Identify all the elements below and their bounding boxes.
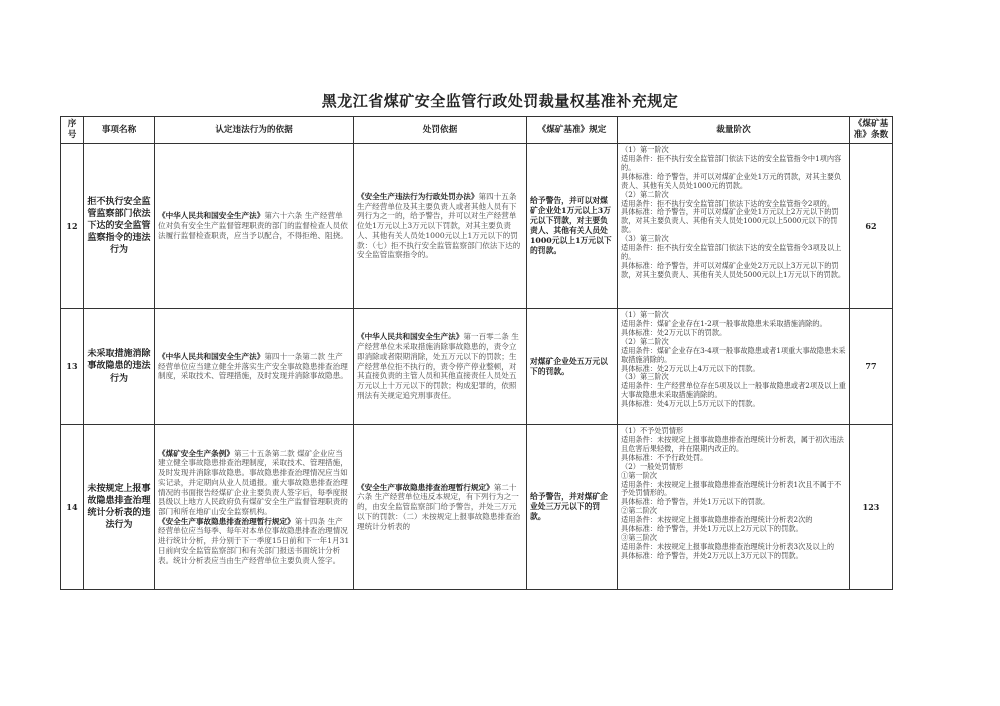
basis-text: 第四十一条第二款 生产经营单位应当建立健全并落实生产安全事故隐患排查治理制度，采取技术、管理措施，及时发现并消除事故隐患。 — [158, 351, 348, 381]
step-line: （2）一般处罚情形 — [621, 461, 684, 471]
penalty-text: 第二十六条 生产经营单位违反本规定，有下列行为之一的，由安全监管监察部门给予警告，并处三万元以下的罚款：（二）未按规定上报事故隐患排查治理统计分析表的 — [357, 482, 521, 531]
basis-law: 《中华人民共和国安全生产法》 — [158, 211, 265, 221]
step-line: 具体标准：处4万元以上5万元以下的罚款。 — [621, 399, 760, 409]
header-name: 事项名称 — [84, 117, 155, 144]
penalty-law: 《安全生产事故隐患排查治理暂行规定》 — [357, 482, 494, 492]
table-row — [61, 309, 893, 425]
row-standard: 给予警告，并可以对煤矿企业处1万元以上3万元以下罚款，对主要负责人、其他有关人员处1000元以上1万元以下的罚款。 — [527, 144, 618, 309]
step-line: 具体标准：给予警告，并可以对煤矿企业处2万元以上3万元以下的罚款，对其主要负责人、其他有关人员处5000元以上1万元以下的罚款。 — [621, 260, 846, 279]
step-line: 具体标准：给予警告，并可以对煤矿企业处1万元以上2万元以下的罚款，对其主要负责人、其他有关人员处1000元以上5000元以下的罚款。 — [621, 207, 839, 235]
step-line: 适用条件：未按规定上报事故隐患排查治理统计分析表，属于初次违法且危害后果轻微，并在限期内改正的。 — [621, 434, 844, 453]
penalty-text: 第一百零二条 生产经营单位未采取措施消除事故隐患的，责令立即消除或者限期消除，处五万元以下的罚款；生产经营单位拒不执行的，责令停产停业整顿，对其直接负责的主管人员和其他直接责任人员处五万元以上十万元以下的罚款；构成犯罪的，依照刑法有关规定追究刑事责任。 — [357, 332, 519, 400]
step-line: ①第一阶次 — [621, 470, 657, 480]
row-name: 未采取措施消除事故隐患的违法行为 — [84, 309, 155, 425]
step-line: 具体标准：给予警告，并处1万元以下的罚款。 — [621, 497, 770, 507]
row-basis — [155, 309, 354, 425]
step-line: 适用条件：未按规定上报事故隐患排查治理统计分析表2次的 — [621, 515, 813, 525]
step-line: 适用条件：拒不执行安全监管部门依法下达的安全监管指令中1项内容的。 — [621, 153, 842, 172]
header-basis: 认定违法行为的依据 — [155, 117, 354, 144]
step-line: ②第二阶次 — [621, 506, 657, 516]
step-line: 具体标准：处2万元以下的罚款。 — [621, 327, 727, 337]
header-count: 《煤矿基准》条数 — [850, 117, 893, 144]
header-standard: 《煤矿基准》规定 — [527, 117, 618, 144]
step-line: 适用条件：未按规定上报事故隐患排查治理统计分析表1次且不属于不予处罚情形的。 — [621, 479, 842, 498]
penalty-text: 第四十五条 生产经营单位及其主要负责人或者其他人员有下列行为之一的，给予警告，并可以对生产经营单位处1万元以上3万元以下罚款，对其主要负责人、其他有关人员处1000元以上1万元以下的罚款：（七）拒不执行安全监管监察部门依法下达的安全监管监察指令的。 — [357, 191, 521, 260]
step-line: 具体标准：给予警告，并处2万元以上3万元以下的罚款。 — [621, 550, 803, 560]
header-penalty-basis: 处罚依据 — [354, 117, 527, 144]
basis-text-2: 第十四条 生产经营单位应当每季、每年对本单位事故隐患排查治理情况进行统计分析，并分别于下一季度15日前和下一年1月31日前向安全监管监察部门和有关部门报送书面统计分析表。统计分析表应当由生产经营单位主要负责人签字。 — [158, 516, 350, 565]
row-penalty-basis — [354, 425, 527, 590]
step-line: 具体标准：给予警告，并可以对煤矿企业处1万元的罚款，对其主要负责人、其他有关人员处1000元的罚款。 — [621, 171, 842, 190]
row-name: 拒不执行安全监管监察部门依法下达的安全监管监察指令的违法行为 — [84, 144, 155, 309]
step-line: （2）第二阶次 — [621, 336, 669, 346]
row-count: 123 — [850, 425, 893, 590]
page-title: 黑龙江省煤矿安全监管行政处罚裁量权基准补充规定 — [321, 92, 679, 110]
row-standard: 对煤矿企业处五万元以下的罚款。 — [527, 309, 618, 425]
row-basis — [155, 425, 354, 590]
penalty-law: 《安全生产违法行为行政处罚办法》 — [357, 191, 479, 201]
row-steps — [618, 144, 850, 309]
step-line: （2）第二阶次 — [621, 189, 669, 199]
row-count: 77 — [850, 309, 893, 425]
step-line: ③第三阶次 — [621, 533, 657, 543]
row-penalty-basis — [354, 309, 527, 425]
basis-law: 《煤矿安全生产条例》 — [158, 448, 234, 458]
step-line: （3）第三阶次 — [621, 234, 669, 244]
row-steps — [618, 309, 850, 425]
row-num: 12 — [61, 144, 84, 309]
header-steps: 裁量阶次 — [618, 117, 850, 144]
step-line: （1）第一阶次 — [621, 310, 669, 319]
row-steps — [618, 425, 850, 590]
row-name: 未按规定上报事故隐患排查治理统计分析表的违法行为 — [84, 425, 155, 590]
regulation-table — [60, 116, 893, 590]
header-num: 序号 — [61, 117, 84, 144]
step-line: （1）不予处罚情形 — [621, 426, 684, 435]
step-line: （3）第三阶次 — [621, 372, 669, 382]
row-num: 13 — [61, 309, 84, 425]
step-line: 适用条件：拒不执行安全监管部门依法下达的安全监管指令2项的。 — [621, 198, 835, 208]
step-line: 具体标准：给予警告，并处1万元以上2万元以下的罚款。 — [621, 524, 803, 534]
step-line: （1）第一阶次 — [621, 145, 669, 154]
table-row — [61, 425, 893, 590]
step-line: 适用条件：煤矿企业存在3-4项一般事故隐患或者1项重大事故隐患未采取措施消除的。 — [621, 345, 846, 364]
row-count: 62 — [850, 144, 893, 309]
row-penalty-basis — [354, 144, 527, 309]
step-line: 适用条件：拒不执行安全监管部门依法下达的安全监管指令3项及以上的。 — [621, 243, 842, 262]
row-basis — [155, 144, 354, 309]
step-line: 适用条件：煤矿企业存在1-2项一般事故隐患未采取措施消除的。 — [621, 318, 827, 328]
penalty-law: 《中华人民共和国安全生产法》 — [357, 332, 464, 342]
table-row — [61, 144, 893, 309]
step-line: 具体标准：处2万元以上4万元以下的罚款。 — [621, 363, 760, 373]
basis-law: 《中华人民共和国安全生产法》 — [158, 351, 265, 361]
row-num: 14 — [61, 425, 84, 590]
basis-law-2: 《安全生产事故隐患排查治理暂行规定》 — [158, 516, 295, 526]
row-standard: 给予警告，并对煤矿企业处三万元以下的罚款。 — [527, 425, 618, 590]
table-header-row — [61, 117, 893, 144]
step-line: 适用条件：未按规定上报事故隐患排查治理统计分析表3次及以上的 — [621, 541, 835, 551]
basis-text: 第六十六条 生产经营单位对负有安全生产监督管理职责的部门的监督检查人员依法履行监督检查职责，应当予以配合，不得拒绝、阻挠。 — [158, 211, 348, 240]
basis-text: 第三十五条第二款 煤矿企业应当建立健全事故隐患排查治理制度，采取技术、管理措施，及时发现并消除事故隐患。事故隐患排查治理情况应当如实记录，并定期向从业人员通报。重大事故隐患排查治理情况的书面报告经煤矿企业主要负责人签字后，每季度报县级以上地方人民政府负有煤矿安全生产监督管理职责的部门和所在地矿山安全监察机构。 — [158, 448, 348, 516]
step-line: 适用条件：生产经营单位存在5项及以上一般事故隐患或者2项及以上重大事故隐患未采取措施消除的。 — [621, 381, 846, 400]
step-line: 具体标准：不予行政处罚。 — [621, 452, 708, 462]
